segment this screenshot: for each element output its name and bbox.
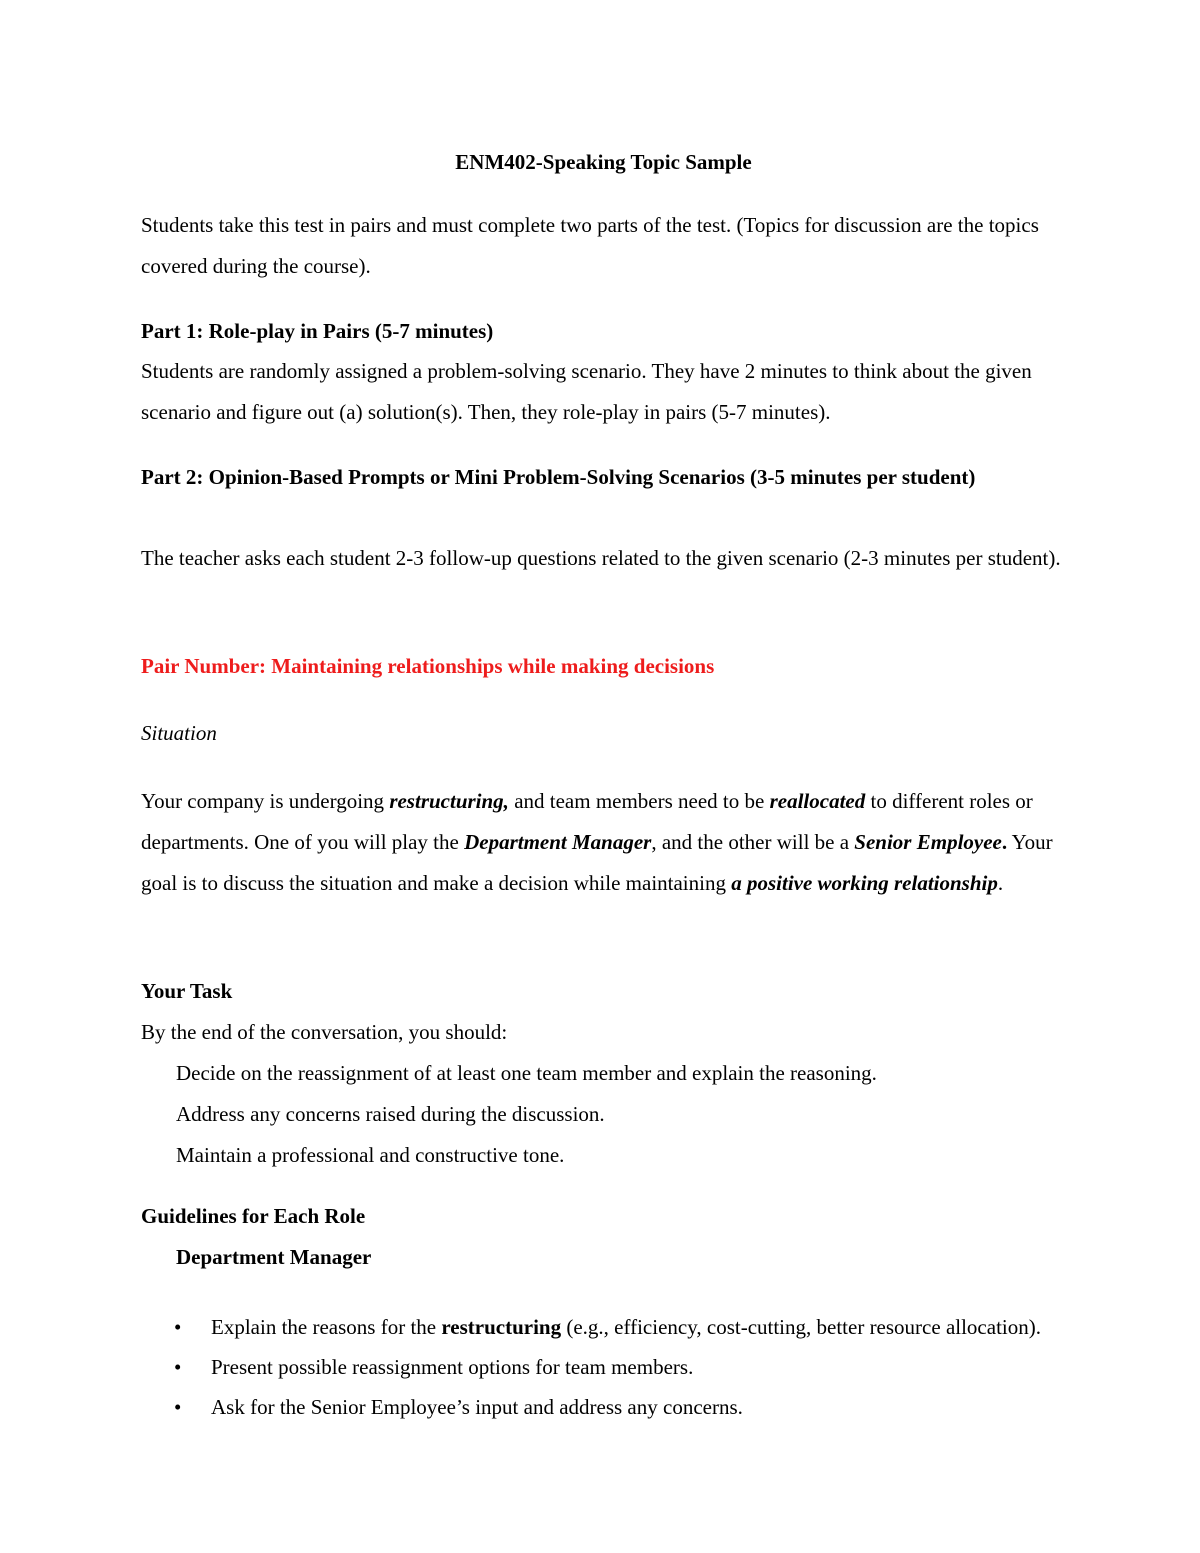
situation-label: Situation xyxy=(141,721,217,745)
part1-heading: Part 1: Role-play in Pairs (5-7 minutes) xyxy=(141,319,494,343)
bullet-icon: • xyxy=(174,1315,182,1339)
situation-term-period: . xyxy=(1001,830,1008,854)
situation-text-3: to different roles or departments. One of you will play the xyxy=(141,789,1033,854)
bullet-text-pre: Explain the reasons for the xyxy=(211,1315,442,1339)
intro-paragraph: Students take this test in pairs and must complete two parts of the test. (Topics for discussion are the topics covered during the course). xyxy=(141,213,1039,278)
list-item xyxy=(141,1347,1066,1387)
bullet-icon: • xyxy=(174,1395,182,1419)
guidelines-heading: Guidelines for Each Role xyxy=(141,1204,366,1228)
situation-text-2: and team members need to be xyxy=(508,789,770,813)
bullet-icon: • xyxy=(174,1355,182,1379)
bullet-text: Present possible reassignment options for team members. xyxy=(211,1355,694,1379)
guidelines-role-heading: Department Manager xyxy=(176,1245,372,1269)
bullet-text: Ask for the Senior Employee’s input and address any concerns. xyxy=(211,1395,743,1419)
situation-term-department-manager: Department Manager xyxy=(464,830,652,854)
situation-term-reallocated: reallocated xyxy=(769,789,866,813)
guidelines-bullet-list xyxy=(141,1307,1066,1427)
situation-term-positive-relationship: a positive working relationship xyxy=(731,871,998,895)
bullet-text-post: (e.g., efficiency, cost-cutting, better resource allocation). xyxy=(561,1315,1041,1339)
part1-body: Students are randomly assigned a problem-solving scenario. They have 2 minutes to think about the given scenario and figure out (a) solution(s). Then, they role-play in pairs (5-7 minutes). xyxy=(141,359,1032,424)
situation-text-6: . xyxy=(997,871,1004,895)
bullet-term-restructuring: restructuring xyxy=(441,1315,562,1339)
list-item xyxy=(141,1307,1066,1347)
situation-text-4: , and the other will be a xyxy=(651,830,855,854)
situation-term-restructuring: restructuring, xyxy=(389,789,509,813)
situation-text-5: Your goal is to discuss the situation and make a decision while maintaining xyxy=(141,830,1053,895)
situation-paragraph xyxy=(141,781,1066,904)
situation-term-senior-employee: Senior Employee xyxy=(854,830,1002,854)
task-item: Decide on the reassignment of at least one team member and explain the reasoning. xyxy=(176,1061,877,1085)
task-intro: By the end of the conversation, you should: xyxy=(141,1020,508,1044)
part2-body: The teacher asks each student 2-3 follow-up questions related to the given scenario (2-3 minutes per student). xyxy=(141,546,1061,570)
task-item: Maintain a professional and constructive tone. xyxy=(176,1143,565,1167)
list-item xyxy=(141,1387,1066,1427)
document-title: ENM402-Speaking Topic Sample xyxy=(455,150,752,174)
situation-text-1: Your company is undergoing xyxy=(141,789,390,813)
pair-heading: Pair Number: Maintaining relationships while making decisions xyxy=(141,654,715,678)
task-item: Address any concerns raised during the discussion. xyxy=(176,1102,605,1126)
task-heading: Your Task xyxy=(141,979,233,1003)
part2-heading: Part 2: Opinion-Based Prompts or Mini Problem-Solving Scenarios (3-5 minutes per student) xyxy=(141,465,976,489)
